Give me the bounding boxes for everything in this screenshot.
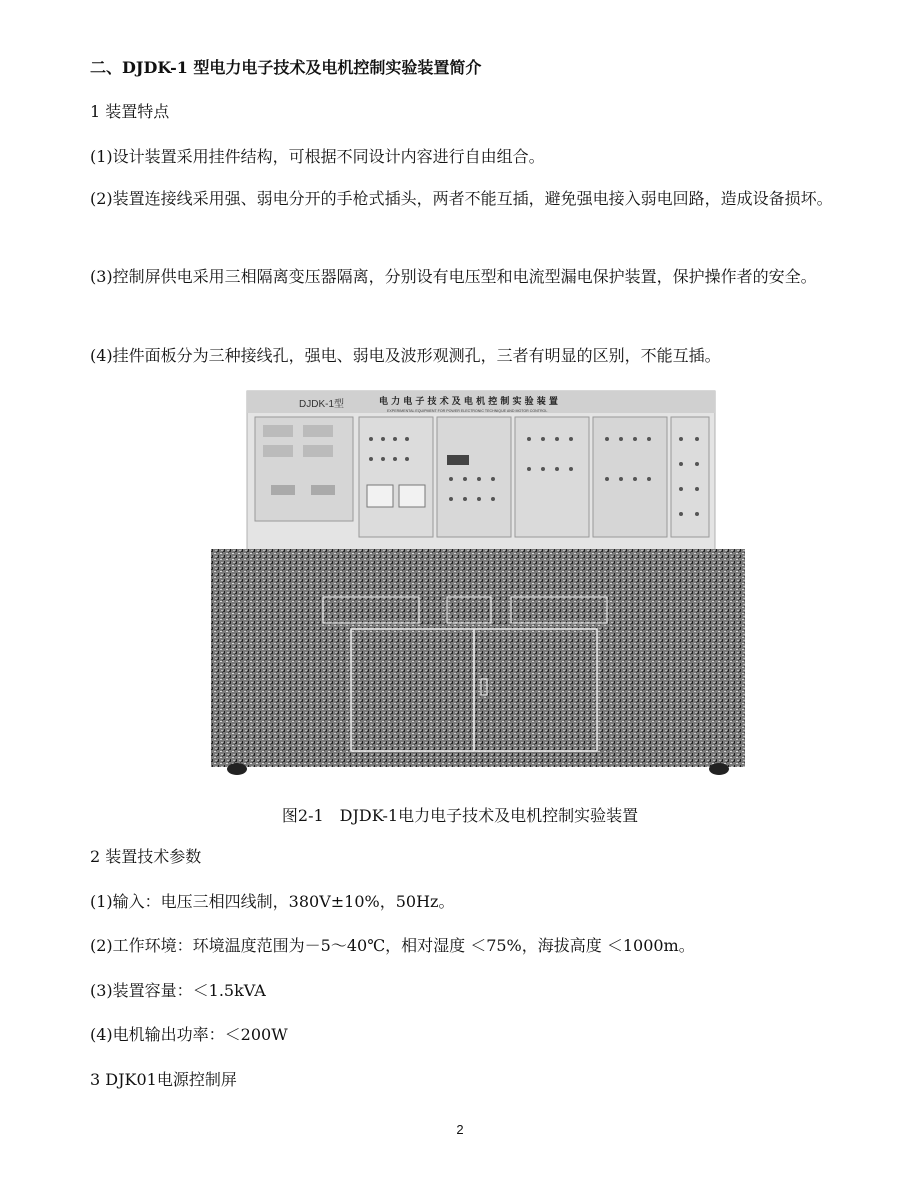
subsection-title-params: 2 装置技术参数: [90, 847, 202, 866]
feature-item: (4)挂件面板分为三种接线孔，强电、弱电及波形观测孔，三者有明显的区别，不能互插。: [90, 346, 721, 365]
feature-item: (3)控制屏供电采用三相隔离变压器隔离，分别设有电压型和电流型漏电保护装置，保护操作者的安全。: [90, 267, 817, 286]
subsection-title-control-screen: 3 DJK01电源控制屏: [90, 1070, 237, 1089]
param-item: (2)工作环境：环境温度范围为－5～40℃，相对湿度 ＜75%，海拔高度 ＜1000m。: [90, 936, 695, 955]
param-item: (3)装置容量：＜1.5kVA: [90, 981, 266, 1000]
param-item: (1)输入：电压三相四线制，380V±10%，50Hz。: [90, 892, 455, 911]
equipment-photo: [211, 389, 745, 781]
figure-caption: 图2-1 DJDK-1电力电子技术及电机控制实验装置: [281, 806, 639, 825]
panel-subtitle-label: EXPERIMENTAL EQUIPMENT FOR POWER ELECTRONIC TECHNIQUE AND MOTOR CONTROL: [387, 409, 548, 413]
feature-item: (1)设计装置采用挂件结构，可根据不同设计内容进行自由组合。: [90, 147, 545, 166]
section-heading: 二、DJDK-1 型电力电子技术及电机控制实验装置简介: [90, 58, 482, 77]
page-number: 2: [456, 1122, 464, 1137]
panel-model-label: DJDK-1型: [299, 399, 345, 410]
param-item: (4)电机输出功率：＜200W: [90, 1025, 288, 1044]
equipment-photo-drawing: [211, 389, 745, 781]
feature-item: (2)装置连接线采用强、弱电分开的手枪式插头，两者不能互插，避免强电接入弱电回路，造成设备损坏。: [90, 189, 833, 208]
subsection-title-features: 1 装置特点: [90, 102, 170, 121]
panel-title-label: 电 力 电 子 技 术 及 电 机 控 制 实 验 装 置: [379, 397, 558, 407]
